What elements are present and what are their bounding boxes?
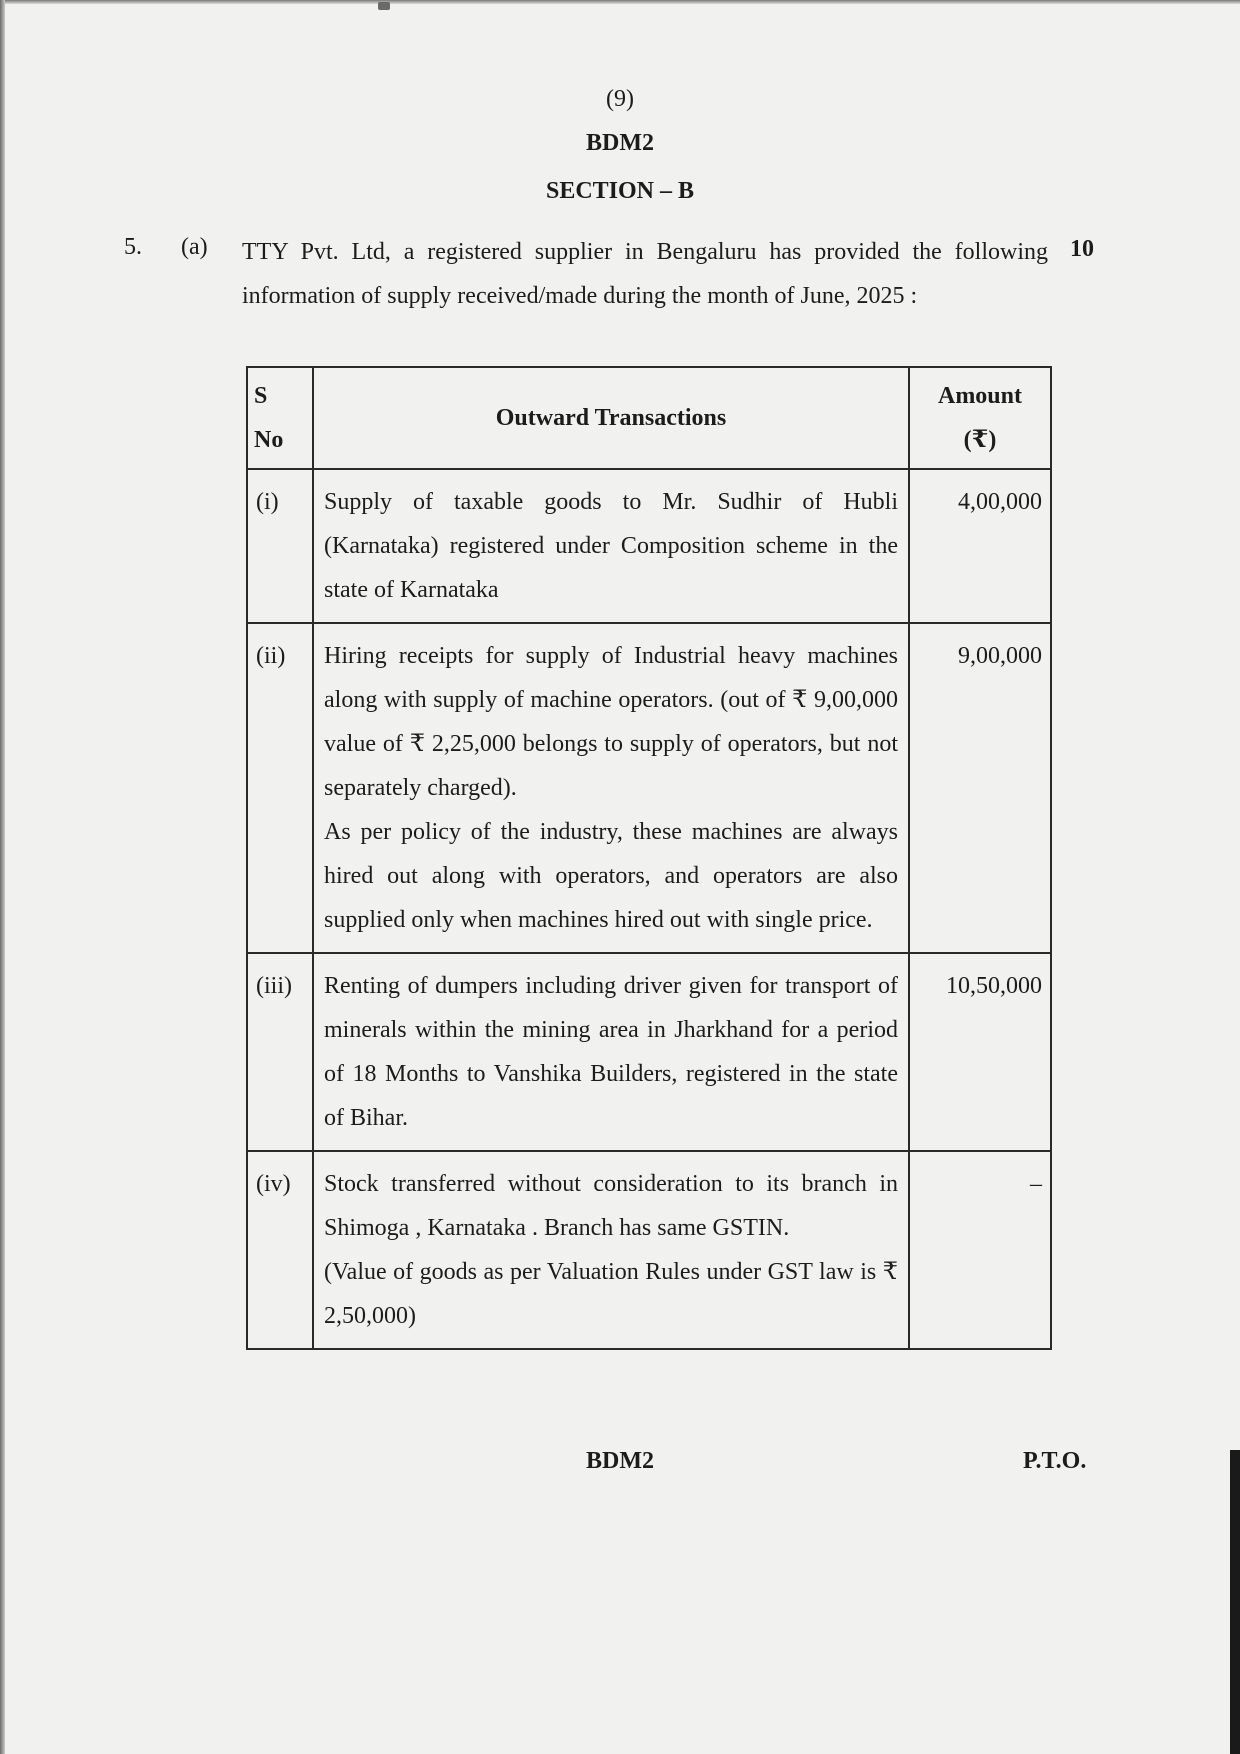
row-description [313, 469, 909, 623]
row-amount: 4,00,000 [909, 469, 1051, 623]
scan-edge-top [0, 0, 1240, 4]
row-paragraph: Stock transferred without consideration to its branch in Shimoga , Karnataka . Branch has same GSTIN. [324, 1171, 898, 1241]
row-paragraph: As per policy of the industry, these machines are always hired out along with operators, and operators are also supplied only when machines hired out with single price. [324, 819, 898, 933]
row-description [313, 953, 909, 1151]
scan-edge-right [1230, 1450, 1240, 1754]
question-text: TTY Pvt. Ltd, a registered supplier in Bengaluru has provided the following information of supply received/made during the month of June, 2025 : [242, 239, 1048, 309]
scan-smudge [378, 2, 390, 10]
question-number: 5. [124, 234, 142, 260]
section-title: SECTION – B [545, 178, 695, 204]
row-sno: (i) [247, 469, 313, 623]
paper-code-top: BDM2 [586, 130, 654, 156]
row-sno: (iv) [247, 1151, 313, 1349]
header-amount-line1: Amount [937, 383, 1022, 409]
table-row [247, 1151, 1051, 1349]
row-description [313, 623, 909, 953]
row-amount: 9,00,000 [909, 623, 1051, 953]
row-paragraph: (Value of goods as per Valuation Rules under GST law is ₹ 2,50,000) [324, 1259, 898, 1329]
table-header-row [247, 367, 1051, 469]
scan-edge-left [0, 0, 5, 1754]
row-paragraph: Renting of dumpers including driver given for transport of minerals within the mining area in Jharkhand for a period of 18 Months to Vanshika Builders, registered in the state of Bihar. [324, 973, 898, 1131]
pto-label: P.T.O. [1023, 1448, 1087, 1474]
row-amount: – [909, 1151, 1051, 1349]
row-amount: 10,50,000 [909, 953, 1051, 1151]
table-row [247, 469, 1051, 623]
question-part: (a) [181, 234, 208, 260]
header-description: Outward Transactions [313, 367, 909, 469]
header-amount-line2: (₹) [963, 427, 997, 453]
table-row [247, 623, 1051, 953]
question-marks: 10 [1070, 236, 1094, 262]
table-row [247, 953, 1051, 1151]
header-sno [247, 367, 313, 469]
row-paragraph: Supply of taxable goods to Mr. Sudhir of Hubli (Karnataka) registered under Composition scheme in the state of Karnataka [324, 489, 898, 603]
row-sno: (iii) [247, 953, 313, 1151]
header-amount [909, 367, 1051, 469]
paper-code-footer: BDM2 [586, 1448, 654, 1474]
transactions-table [246, 366, 1052, 1350]
page-number: (9) [606, 86, 634, 112]
header-sno-line2: No [254, 427, 284, 453]
header-sno-line1: S [254, 383, 268, 409]
row-paragraph: Hiring receipts for supply of Industrial heavy machines along with supply of machine operators. (out of ₹ 9,00,000 value of ₹ 2,25,000 belongs to supply of operators, but not separately charged). [324, 643, 898, 801]
row-description [313, 1151, 909, 1349]
row-sno: (ii) [247, 623, 313, 953]
